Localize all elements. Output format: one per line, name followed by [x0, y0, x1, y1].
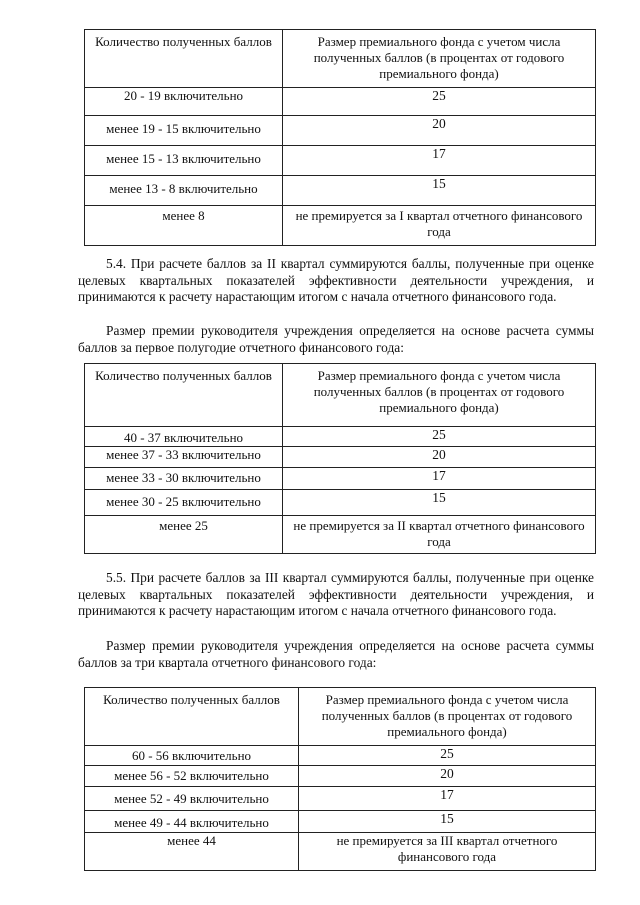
- row-range: менее 52 - 49 включительно: [85, 787, 299, 811]
- score-table-q3: [84, 687, 596, 871]
- paragraph-5-4-premium: [78, 323, 594, 356]
- row-value: 17: [283, 146, 596, 176]
- header-fund-size: Размер премиального фонда с учетом числа полученных баллов (в процентах от годового премиального фонда): [299, 688, 596, 746]
- row-value: 20: [283, 116, 596, 146]
- paragraph-5-4: [78, 256, 594, 306]
- row-value: не премируется за III квартал отчетного финансового года: [299, 833, 596, 871]
- header-fund-size: Размер премиального фонда с учетом числа полученных баллов (в процентах от годового премиального фонда): [283, 30, 596, 88]
- table-row: [85, 427, 596, 447]
- row-value: 25: [299, 746, 596, 766]
- table-header-row: [85, 688, 596, 746]
- table-row: [85, 176, 596, 206]
- row-value: 20: [299, 766, 596, 787]
- row-value: не премируется за I квартал отчетного финансового года: [283, 206, 596, 246]
- table-row: [85, 468, 596, 490]
- row-range: менее 25: [85, 516, 283, 554]
- row-value: 20: [283, 447, 596, 468]
- row-value: 17: [283, 468, 596, 490]
- table-row: [85, 490, 596, 516]
- row-range: менее 33 - 30 включительно: [85, 468, 283, 490]
- table-row: [85, 116, 596, 146]
- row-range: менее 13 - 8 включительно: [85, 176, 283, 206]
- row-range: менее 19 - 15 включительно: [85, 116, 283, 146]
- table-row: [85, 206, 596, 246]
- table-row: [85, 811, 596, 833]
- row-range: менее 37 - 33 включительно: [85, 447, 283, 468]
- table-row: [85, 746, 596, 766]
- table-row: [85, 833, 596, 871]
- table-row: [85, 146, 596, 176]
- row-range: менее 15 - 13 включительно: [85, 146, 283, 176]
- row-value: 15: [299, 811, 596, 833]
- paragraph-5-4-text: 5.4. При расчете баллов за II квартал суммируются баллы, полученные при оценке целевых квартальных показателей эффективности деятельности учреждения, и принимаются к расчету нарастающим итогом с начала отчетного финансового года.: [78, 256, 594, 304]
- row-value: 25: [283, 88, 596, 116]
- paragraph-5-5: [78, 570, 594, 620]
- row-range: менее 30 - 25 включительно: [85, 490, 283, 516]
- row-range: 60 - 56 включительно: [85, 746, 299, 766]
- table-row: [85, 516, 596, 554]
- score-table-q1: [84, 29, 596, 246]
- header-fund-size: Размер премиального фонда с учетом числа полученных баллов (в процентах от годового премиального фонда): [283, 364, 596, 427]
- paragraph-5-5-premium: [78, 638, 594, 671]
- table-row: [85, 447, 596, 468]
- paragraph-5-5-premium-text: Размер премии руководителя учреждения определяется на основе расчета суммы баллов за три квартала отчетного финансового года:: [78, 638, 594, 670]
- table-header-row: [85, 364, 596, 427]
- header-points: Количество полученных баллов: [85, 688, 299, 746]
- row-range: менее 56 - 52 включительно: [85, 766, 299, 787]
- header-points: Количество полученных баллов: [85, 30, 283, 88]
- row-range: менее 44: [85, 833, 299, 871]
- header-points: Количество полученных баллов: [85, 364, 283, 427]
- row-value: 15: [283, 490, 596, 516]
- row-range: 40 - 37 включительно: [85, 427, 283, 447]
- row-value: 25: [283, 427, 596, 447]
- row-range: менее 49 - 44 включительно: [85, 811, 299, 833]
- paragraph-5-5-text: 5.5. При расчете баллов за III квартал суммируются баллы, полученные при оценке целевых квартальных показателей эффективности деятельности учреждения, и принимаются к расчету нарастающим итогом с начала отчетного финансового года.: [78, 570, 594, 618]
- table-row: [85, 88, 596, 116]
- paragraph-5-4-premium-text: Размер премии руководителя учреждения определяется на основе расчета суммы баллов за первое полугодие отчетного финансового года:: [78, 323, 594, 355]
- row-range: менее 8: [85, 206, 283, 246]
- row-value: 15: [283, 176, 596, 206]
- table-row: [85, 766, 596, 787]
- row-range: 20 - 19 включительно: [85, 88, 283, 116]
- score-table-q2: [84, 363, 596, 554]
- table-row: [85, 787, 596, 811]
- table-header-row: [85, 30, 596, 88]
- row-value: не премируется за II квартал отчетного финансового года: [283, 516, 596, 554]
- row-value: 17: [299, 787, 596, 811]
